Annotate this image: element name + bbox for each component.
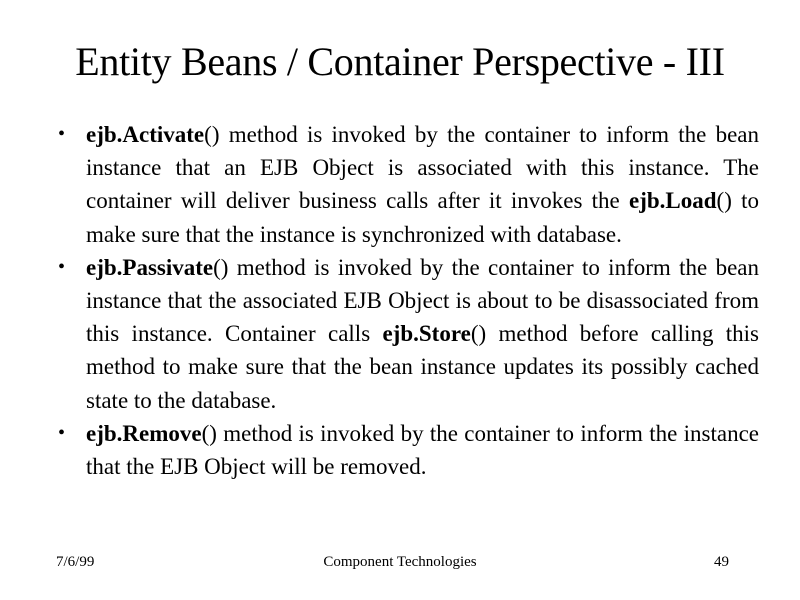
bullet-item-ejb-passivate: [58, 251, 759, 417]
method-parens: (): [470, 321, 487, 347]
bullet-marker: •: [58, 421, 66, 444]
bullet-list: [58, 118, 759, 483]
method-name-ejb-passivate: ejb.Passivate: [86, 254, 214, 280]
slide-title: Entity Beans / Container Perspective - III: [75, 39, 725, 84]
method-parens: (): [213, 254, 229, 280]
method-parens: (): [204, 122, 220, 147]
bullet-marker: •: [58, 123, 66, 145]
bullet-text: to make sure that the instance is synchronized with database.: [86, 188, 760, 247]
footer-date: 7/6/99: [56, 554, 95, 570]
method-name-ejb-remove: ejb.Remove: [86, 420, 202, 446]
footer-title: Component Technologies: [323, 554, 477, 570]
method-parens: (): [201, 420, 217, 446]
bullet-text: method is invoked by the container to inform the instance that the EJB Object will be removed.: [86, 420, 759, 480]
bullet-item-ejb-remove: [58, 417, 759, 483]
bullet-text: method is invoked by the container to inform the bean instance that an EJB Object is associated with this instance. The container will deliver business calls after it invokes the: [86, 122, 759, 214]
method-name-ejb-load: ejb.Load: [629, 188, 717, 214]
bullet-marker: •: [58, 255, 66, 278]
method-parens: (): [716, 188, 732, 214]
bullet-text: method is invoked by the container to inform the bean instance that the associated EJB Object is about to be disassociated from this instance. Container calls: [86, 254, 759, 347]
method-name-ejb-activate: ejb.Activate: [86, 122, 205, 147]
page-number: 49: [714, 554, 729, 570]
bullet-text: method before calling this method to make sure that the bean instance updates its possibly cached state to the database.: [86, 321, 759, 413]
method-name-ejb-store: ejb.Store: [382, 321, 471, 347]
bullet-item-ejb-activate: [58, 118, 759, 251]
